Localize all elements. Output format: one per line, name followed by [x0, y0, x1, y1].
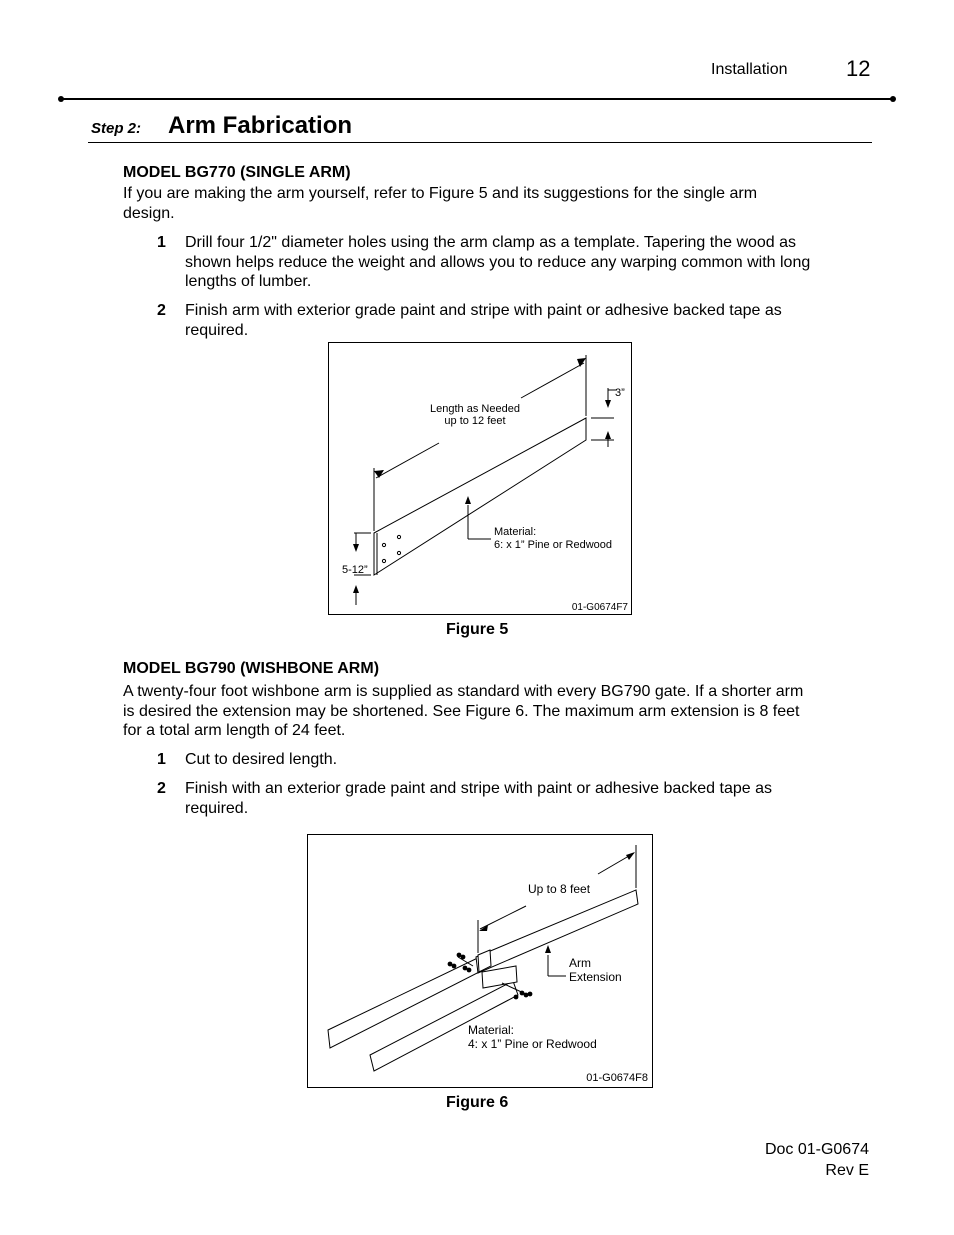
step-label: Step 2: — [91, 120, 142, 137]
list-item-line: required. — [185, 799, 249, 817]
length-label: up to 12 feet — [444, 415, 506, 427]
figure-ref: 01-G0674F7 — [571, 602, 628, 613]
bolt — [452, 964, 457, 969]
figure-6-caption: Figure 6 — [446, 1094, 509, 1111]
bolt — [461, 955, 466, 960]
extension-label: Extension — [569, 970, 622, 984]
section-heading-bg770: MODEL BG770 (SINGLE ARM) — [123, 164, 351, 181]
arm-extension — [476, 890, 638, 973]
intro-line: design. — [123, 204, 175, 222]
list-item-line: shown helps reduce the weight and allows you to reduce any warping common with long — [185, 253, 811, 271]
list-item — [157, 750, 877, 770]
list-item-line: Finish with an exterior grade paint and stripe with paint or adhesive backed tape as — [185, 780, 773, 797]
dimension-line — [480, 906, 526, 929]
intro-line: If you are making the arm yourself, refer to Figure 5 and its suggestions for the single arm — [123, 185, 758, 202]
revision: Rev E — [825, 1162, 869, 1179]
footer — [700, 1139, 869, 1181]
length-label: Up to 8 feet — [528, 882, 591, 896]
figure-6-drawing — [308, 835, 652, 1087]
bolt — [514, 995, 519, 1000]
arrowhead — [605, 431, 611, 439]
list-item-text — [185, 750, 337, 770]
arrowhead — [626, 852, 635, 860]
figure-5 — [328, 342, 632, 615]
header-section-title: Installation — [711, 61, 788, 78]
list-item-line: lengths of lumber. — [185, 273, 312, 290]
section-heading-bg790: MODEL BG790 (WISHBONE ARM) — [123, 660, 380, 677]
list-item-number: 1 — [157, 234, 166, 251]
length-label: Length as Needed — [430, 403, 520, 415]
bolt — [467, 968, 472, 973]
list-item-line: required. — [185, 321, 249, 339]
list-item-line: Drill four 1/2" diameter holes using the arm clamp as a template. Tapering the wood as — [185, 234, 797, 251]
arrowhead — [353, 585, 359, 593]
dimension-line — [521, 363, 584, 398]
intro-line: for a total arm length of 24 feet. — [123, 722, 346, 739]
material-label: Material: — [494, 526, 537, 538]
list-item-line: Cut to desired length. — [185, 751, 338, 768]
bolt — [524, 993, 529, 998]
list-item-text — [185, 301, 782, 340]
list-item-number: 2 — [157, 302, 166, 319]
list-item-text — [185, 779, 772, 818]
arrowhead — [479, 925, 488, 931]
arrowhead — [545, 945, 551, 953]
arrowhead — [353, 544, 359, 552]
list-item — [157, 233, 877, 293]
list-item-text — [185, 233, 810, 292]
figure-5-caption: Figure 5 — [446, 621, 509, 638]
arrowhead — [605, 400, 611, 408]
dimension-label-5-12in: 5-12” — [342, 564, 368, 576]
page-number: 12 — [846, 56, 871, 81]
material-label: Material: — [468, 1023, 515, 1037]
dimension-label-3in: 3” — [615, 387, 625, 399]
list-item-line: Finish arm with exterior grade paint and stripe with paint or adhesive backed tape as — [185, 302, 782, 319]
intro-paragraph-bg770 — [123, 184, 757, 223]
title-rule — [88, 142, 872, 143]
arm-board — [374, 418, 586, 575]
doc-number: Doc 01-G0674 — [764, 1141, 869, 1158]
intro-line: is desired the extension may be shortened. See Figure 6. The maximum arm extension is 8 feet — [123, 702, 800, 720]
figure-ref: 01-G0674F8 — [586, 1072, 648, 1084]
dimension-line — [376, 443, 439, 478]
list-item — [157, 301, 877, 341]
material-label: 4: x 1” Pine or Redwood — [468, 1037, 597, 1051]
page-title: Arm Fabrication — [168, 112, 353, 139]
figure-5-drawing — [329, 343, 631, 614]
list-item — [157, 779, 877, 819]
intro-paragraph-bg790 — [123, 682, 803, 741]
extension-label: Arm — [569, 956, 591, 970]
list-item-number: 1 — [157, 751, 166, 768]
list-item-number: 2 — [157, 780, 166, 797]
bolt — [528, 992, 533, 997]
material-label: 6: x 1” Pine or Redwood — [494, 539, 613, 551]
header-rule — [58, 96, 896, 102]
figure-6 — [307, 834, 653, 1088]
intro-line: A twenty-four foot wishbone arm is supplied as standard with every BG790 gate. If a shorter arm — [123, 683, 804, 700]
